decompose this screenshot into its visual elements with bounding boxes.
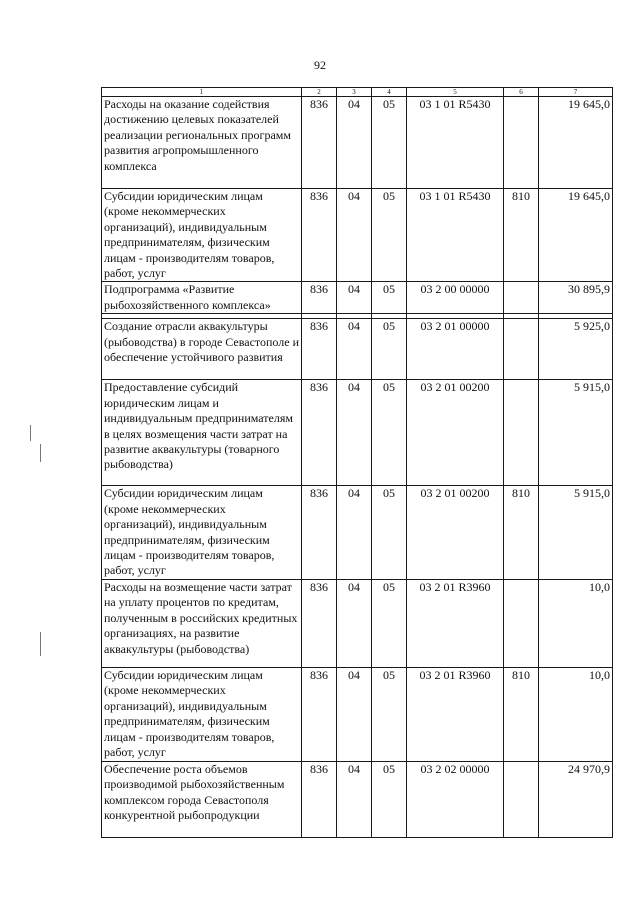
scan-mark bbox=[40, 632, 41, 656]
ministry-code: 836 bbox=[302, 97, 337, 189]
expense-type-code bbox=[504, 319, 539, 380]
table-row bbox=[102, 667, 613, 761]
expense-type-code: 810 bbox=[504, 486, 539, 579]
target-article-code: 03 2 01 00000 bbox=[407, 319, 504, 380]
ministry-code: 836 bbox=[302, 761, 337, 837]
amount: 10,0 bbox=[539, 579, 613, 667]
target-article-code: 03 2 00 00000 bbox=[407, 282, 504, 314]
column-number: 1 bbox=[102, 88, 302, 97]
table-row bbox=[102, 486, 613, 579]
table-row bbox=[102, 380, 613, 486]
amount: 5 915,0 bbox=[539, 380, 613, 486]
section-code: 04 bbox=[337, 282, 372, 314]
amount: 19 645,0 bbox=[539, 189, 613, 282]
subsection-code: 05 bbox=[372, 486, 407, 579]
subsection-code: 05 bbox=[372, 282, 407, 314]
column-number: 3 bbox=[337, 88, 372, 97]
table-row bbox=[102, 189, 613, 282]
section-code: 04 bbox=[337, 189, 372, 282]
section-code: 04 bbox=[337, 486, 372, 579]
target-article-code: 03 1 01 R5430 bbox=[407, 189, 504, 282]
expense-type-code bbox=[504, 761, 539, 837]
row-name: Расходы на возмещение части затрат на уплату процентов по кредитам, полученным в российских кредитных организациях, на развитие аквакультуры (рыбоводства) bbox=[102, 579, 302, 667]
expense-type-code bbox=[504, 282, 539, 314]
ministry-code: 836 bbox=[302, 282, 337, 314]
row-name: Подпрограмма «Развитие рыбохозяйственного комплекса» bbox=[102, 282, 302, 314]
section-code: 04 bbox=[337, 579, 372, 667]
section-code: 04 bbox=[337, 667, 372, 761]
amount: 19 645,0 bbox=[539, 97, 613, 189]
expense-type-code: 810 bbox=[504, 667, 539, 761]
section-code: 04 bbox=[337, 319, 372, 380]
ministry-code: 836 bbox=[302, 667, 337, 761]
section-code: 04 bbox=[337, 97, 372, 189]
column-number: 5 bbox=[407, 88, 504, 97]
table-row bbox=[102, 97, 613, 189]
table-row bbox=[102, 319, 613, 380]
section-code: 04 bbox=[337, 761, 372, 837]
target-article-code: 03 2 01 R3960 bbox=[407, 667, 504, 761]
expense-type-code: 810 bbox=[504, 189, 539, 282]
target-article-code: 03 2 01 R3960 bbox=[407, 579, 504, 667]
row-name: Создание отрасли аквакультуры (рыбоводства) в городе Севастополе и обеспечение устойчивого развития bbox=[102, 319, 302, 380]
amount: 5 925,0 bbox=[539, 319, 613, 380]
ministry-code: 836 bbox=[302, 579, 337, 667]
row-name: Субсидии юридическим лицам (кроме некоммерческих организаций), индивидуальным предпринимателям, физическим лицам - производителям товаров, работ, услуг bbox=[102, 189, 302, 282]
subsection-code: 05 bbox=[372, 319, 407, 380]
amount: 24 970,9 bbox=[539, 761, 613, 837]
ministry-code: 836 bbox=[302, 189, 337, 282]
amount: 10,0 bbox=[539, 667, 613, 761]
expense-type-code bbox=[504, 97, 539, 189]
amount: 30 895,9 bbox=[539, 282, 613, 314]
row-name: Обеспечение роста объемов производимой рыбохозяйственным комплексом города Севастополя конкурентной рыбопродукции bbox=[102, 761, 302, 837]
target-article-code: 03 1 01 R5430 bbox=[407, 97, 504, 189]
page-number: 92 bbox=[314, 58, 326, 72]
target-article-code: 03 2 02 00000 bbox=[407, 761, 504, 837]
subsection-code: 05 bbox=[372, 189, 407, 282]
budget-table bbox=[101, 87, 613, 838]
column-number-row bbox=[102, 88, 613, 97]
column-number: 6 bbox=[504, 88, 539, 97]
table-row bbox=[102, 579, 613, 667]
table-row bbox=[102, 761, 613, 837]
ministry-code: 836 bbox=[302, 486, 337, 579]
column-number: 7 bbox=[539, 88, 613, 97]
row-name: Предоставление субсидий юридическим лицам и индивидуальным предпринимателям в целях возмещения части затрат на развитие аквакультуры (товарного рыбоводства) bbox=[102, 380, 302, 486]
column-number: 2 bbox=[302, 88, 337, 97]
subsection-code: 05 bbox=[372, 97, 407, 189]
subsection-code: 05 bbox=[372, 579, 407, 667]
subsection-code: 05 bbox=[372, 761, 407, 837]
amount: 5 915,0 bbox=[539, 486, 613, 579]
ministry-code: 836 bbox=[302, 380, 337, 486]
expense-type-code bbox=[504, 380, 539, 486]
expense-type-code bbox=[504, 579, 539, 667]
row-name: Расходы на оказание содействия достижению целевых показателей реализации региональных программ развития агропромышленного комплекса bbox=[102, 97, 302, 189]
target-article-code: 03 2 01 00200 bbox=[407, 380, 504, 486]
section-code: 04 bbox=[337, 380, 372, 486]
scan-mark bbox=[40, 444, 41, 462]
subsection-code: 05 bbox=[372, 667, 407, 761]
ministry-code: 836 bbox=[302, 319, 337, 380]
column-number: 4 bbox=[372, 88, 407, 97]
table-row bbox=[102, 282, 613, 314]
scan-mark bbox=[30, 425, 31, 441]
target-article-code: 03 2 01 00200 bbox=[407, 486, 504, 579]
row-name: Субсидии юридическим лицам (кроме некоммерческих организаций), индивидуальным предпринимателям, физическим лицам - производителям товаров, работ, услуг bbox=[102, 667, 302, 761]
subsection-code: 05 bbox=[372, 380, 407, 486]
row-name: Субсидии юридическим лицам (кроме некоммерческих организаций), индивидуальным предпринимателям, физическим лицам - производителям товаров, работ, услуг bbox=[102, 486, 302, 579]
